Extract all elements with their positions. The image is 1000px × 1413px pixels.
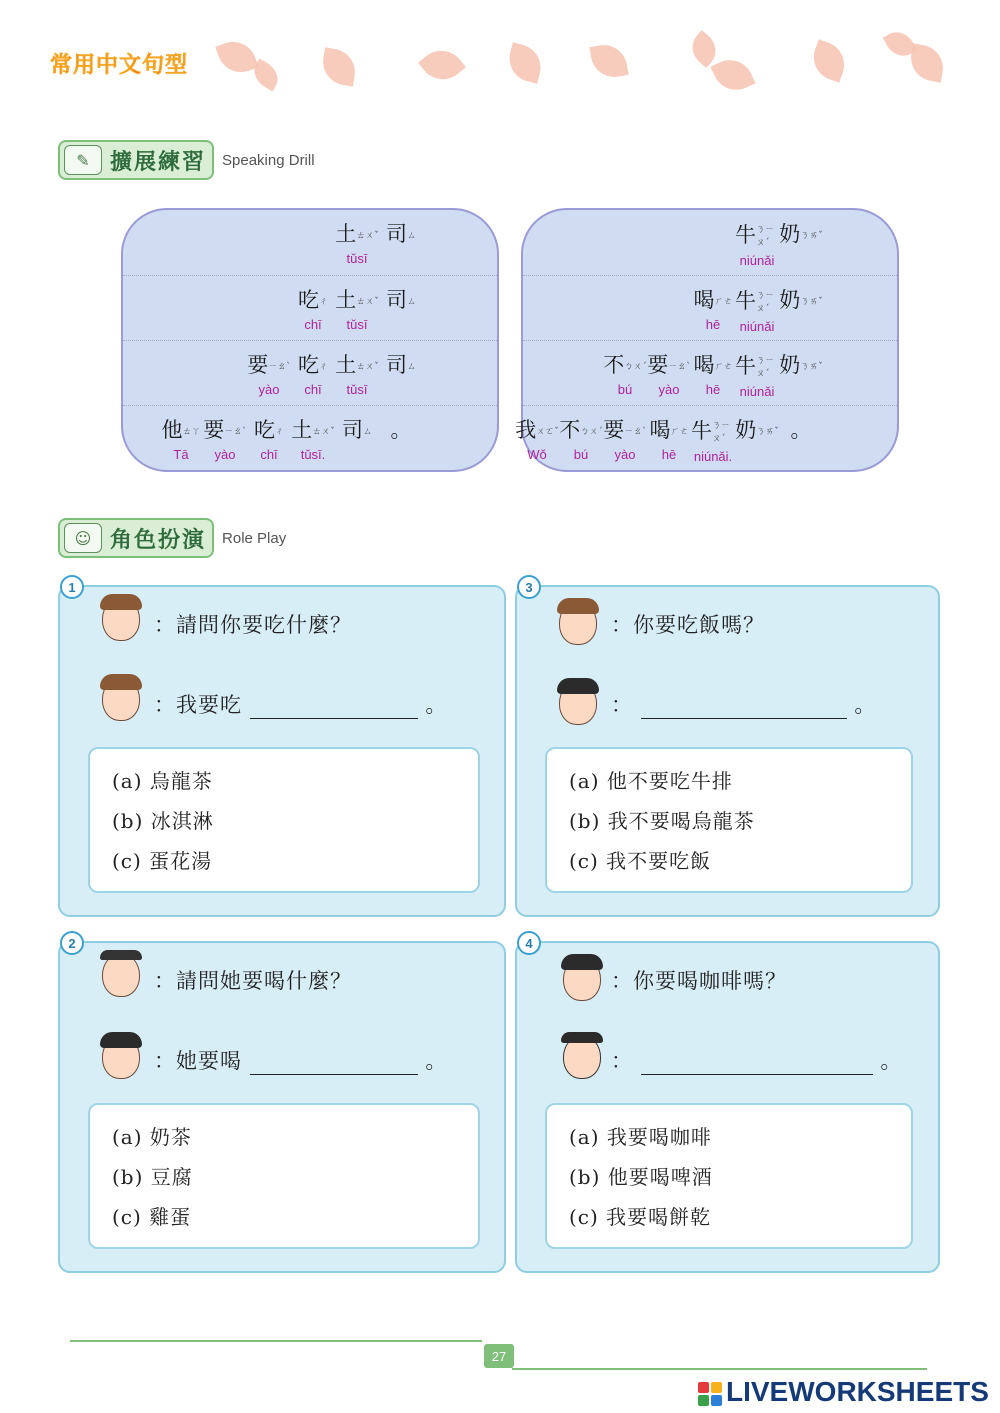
hanzi: 喝 (649, 418, 671, 442)
question-text: ：請問她要喝什麼？ (154, 969, 352, 993)
drill-syllable (603, 353, 647, 399)
hanzi: 土 (291, 418, 313, 442)
hanzi: 司 (341, 418, 363, 442)
zhuyin: ㄋㄧㄡˊ (756, 225, 775, 248)
zhuyin: ㄊㄨˇ (356, 361, 379, 372)
woman-avatar-icon (559, 681, 597, 725)
speaking-drill-badge (58, 140, 214, 180)
drill-row-syllables (735, 222, 823, 268)
drill-syllable (247, 353, 291, 397)
zhuyin: ㄊㄨˇ (356, 230, 379, 241)
options-card (545, 747, 913, 893)
option-c[interactable]: (c) 雞蛋 (112, 1205, 192, 1229)
role-play-box-4 (515, 941, 940, 1273)
drill-row (523, 210, 897, 275)
box-number-badge: 4 (517, 931, 541, 955)
zhuyin: ㄅㄨˊ (580, 426, 603, 437)
question-text: ：請問你要吃什麼？ (154, 613, 352, 637)
answer-suffix: 。 (880, 1049, 903, 1073)
hanzi: 不 (603, 353, 625, 377)
drill-syllable (291, 418, 335, 462)
pinyin: yào (214, 447, 236, 462)
options-card (88, 1103, 480, 1249)
hanzi: 牛 (735, 354, 756, 378)
hanzi: 不 (559, 418, 581, 442)
hanzi: 。 (790, 418, 812, 442)
boy-avatar-icon (559, 601, 597, 645)
drill-syllable (779, 353, 823, 399)
hanzi: 土 (335, 288, 357, 312)
girl-avatar-icon (102, 597, 140, 641)
drill-syllable (247, 418, 291, 462)
option-b[interactable]: (b) 他要喝啤酒 (569, 1165, 713, 1189)
hanzi: 土 (335, 353, 357, 377)
role-play-header (58, 518, 286, 558)
drill-row-syllables (247, 353, 423, 397)
zhuyin: ㄧㄠˋ (668, 361, 691, 372)
option-b[interactable]: (b) 冰淇淋 (112, 809, 214, 833)
hanzi: 要 (203, 418, 225, 442)
boy-avatar-icon (102, 677, 140, 721)
drill-syllable (735, 288, 779, 334)
pinyin: bú (617, 382, 633, 397)
hanzi: 奶 (779, 288, 801, 312)
hanzi: 土 (335, 222, 357, 246)
speaking-drill-subtitle: Speaking Drill (222, 151, 315, 169)
leaf-decoration (215, 35, 259, 79)
leaf-decoration (807, 39, 851, 83)
zhuyin: ㄋㄞˇ (756, 426, 779, 437)
liveworksheets-logo-icon (698, 1382, 722, 1406)
zhuyin: ㄙ (406, 361, 416, 372)
hanzi: 。 (390, 418, 412, 442)
hanzi: 吃 (297, 288, 319, 312)
girl-avatar-icon (563, 957, 601, 1001)
pinyin: tǔsī. (300, 447, 326, 462)
zhuyin: ㄋㄞˇ (800, 296, 823, 307)
pinyin: hē (705, 317, 721, 332)
answer-line (611, 1045, 902, 1075)
option-c[interactable]: (c) 我要喝餅乾 (569, 1205, 712, 1229)
leaf-decoration (319, 47, 358, 86)
drill-syllable (779, 222, 823, 268)
book-title: 常用中文句型 (50, 53, 189, 78)
leaf-decoration (504, 42, 546, 84)
drill-syllable (603, 418, 647, 464)
option-a[interactable]: (a) 他不要吃牛排 (569, 769, 733, 793)
pinyin: niúnǎi (739, 319, 775, 334)
hanzi: 奶 (779, 222, 801, 246)
role-play-subtitle: Role Play (222, 529, 287, 547)
hanzi: 吃 (253, 418, 275, 442)
drill-row-syllables (515, 418, 823, 464)
zhuyin: ㄋㄞˇ (800, 361, 823, 372)
leaf-decoration (907, 43, 946, 82)
zhuyin: ㄅㄨˊ (624, 361, 647, 372)
drill-row-syllables (691, 288, 823, 334)
hanzi: 奶 (735, 418, 757, 442)
answer-prefix: ： (611, 693, 633, 717)
pinyin: hē (661, 447, 677, 462)
hanzi: 喝 (693, 288, 715, 312)
hanzi: 他 (161, 418, 183, 442)
speaking-drill-header (58, 140, 315, 180)
drill-row (523, 340, 897, 406)
drill-syllable (735, 418, 779, 464)
drill-syllable (691, 288, 735, 334)
leaf-decoration (710, 52, 755, 97)
drill-syllable (691, 418, 735, 464)
drill-syllable (735, 353, 779, 399)
answer-prefix: ： (611, 1049, 633, 1073)
hanzi: 要 (247, 353, 269, 377)
hanzi: 司 (385, 353, 407, 377)
options-card (88, 747, 480, 893)
footer-rule-left (70, 1340, 482, 1342)
drill-row (515, 405, 897, 471)
drill-syllable (735, 222, 779, 268)
zhuyin: ㄊㄨˇ (312, 426, 335, 437)
hanzi: 奶 (779, 353, 801, 377)
hanzi: 牛 (691, 419, 712, 443)
speaking-drill-title: 擴展練習 (110, 149, 207, 175)
answer-line (154, 1045, 447, 1075)
hanzi: 我 (515, 418, 537, 442)
drill-syllable (779, 288, 823, 334)
page-number: 27 (484, 1344, 514, 1368)
brand-name[interactable]: LIVEWORKSHEETS (726, 1376, 989, 1407)
hanzi: 要 (647, 353, 669, 377)
option-a[interactable]: (a) 我要喝咖啡 (569, 1125, 712, 1149)
role-play-badge (58, 518, 214, 558)
drill-syllable (379, 353, 423, 397)
zhuyin: ㄧㄠˋ (224, 426, 247, 437)
answer-blank[interactable] (641, 718, 847, 719)
pinyin: bú (573, 447, 589, 462)
leaf-decoration (589, 41, 628, 80)
drill-syllable (379, 288, 423, 332)
pinyin: tǔsī (346, 317, 368, 332)
footer-rule-right (512, 1368, 927, 1370)
zhuyin: ㄋㄞˇ (800, 230, 823, 241)
hanzi: 牛 (735, 223, 756, 247)
pinyin: niúnǎi (739, 253, 775, 268)
zhuyin: ㄏㄜ (714, 361, 733, 372)
drill-row (123, 275, 497, 341)
answer-blank[interactable] (250, 718, 418, 719)
drill-syllable (647, 418, 691, 464)
role-play-title: 角色扮演 (110, 527, 207, 553)
man-avatar-icon (102, 953, 140, 997)
answer-suffix: 。 (425, 693, 448, 717)
drill-syllable (291, 353, 335, 397)
pinyin: chī (260, 447, 278, 462)
pinyin: chī (304, 382, 322, 397)
zhuyin: ㄏㄜ (670, 426, 689, 437)
zhuyin: ㄔ (318, 361, 328, 372)
answer-blank[interactable] (250, 1074, 418, 1075)
pinyin: chī (304, 317, 322, 332)
drill-syllable (335, 353, 379, 397)
zhuyin: ㄧㄠˋ (268, 361, 291, 372)
drill-row (523, 275, 897, 341)
box-number-badge: 1 (60, 575, 84, 599)
zhuyin: ㄔ (274, 426, 284, 437)
drill-row-syllables (603, 353, 823, 399)
option-c[interactable]: (c) 蛋花湯 (112, 849, 213, 873)
zhuyin: ㄋㄧㄡˊ (712, 421, 731, 444)
drill-syllable (335, 418, 379, 462)
option-c[interactable]: (c) 我不要吃飯 (569, 849, 712, 873)
question-text: ：你要喝咖啡嗎？ (611, 969, 787, 993)
hanzi: 司 (385, 222, 407, 246)
pinyin: yào (258, 382, 280, 397)
zhuyin: ㄧㄠˋ (624, 426, 647, 437)
zhuyin: ㄙ (406, 296, 416, 307)
drill-row (123, 210, 497, 275)
hanzi: 要 (603, 418, 625, 442)
answer-suffix: 。 (854, 693, 877, 717)
hanzi: 司 (385, 288, 407, 312)
faces-icon: ☺ (64, 523, 102, 553)
role-play-box-1 (58, 585, 506, 917)
drill-syllable (335, 288, 379, 332)
zhuyin: ㄋㄧㄡˊ (756, 291, 775, 314)
answer-line (611, 689, 876, 719)
zhuyin: ㄊㄨˇ (356, 296, 379, 307)
drill-syllable (203, 418, 247, 462)
drill-row-syllables (291, 288, 423, 332)
answer-line (154, 689, 447, 719)
answer-suffix: 。 (425, 1049, 448, 1073)
role-play-box-3 (515, 585, 940, 917)
drill-cloud-left (121, 208, 499, 472)
option-a[interactable]: (a) 奶茶 (112, 1125, 192, 1149)
zhuyin: ㄋㄧㄡˊ (756, 356, 775, 379)
pinyin: yào (658, 382, 680, 397)
drill-row-syllables (159, 418, 423, 462)
drill-syllable (291, 288, 335, 332)
pinyin: yào (614, 447, 636, 462)
woman-avatar-icon (102, 1035, 140, 1079)
pinyin: niúnǎi (739, 384, 775, 399)
drill-syllable (515, 418, 559, 464)
option-b[interactable]: (b) 豆腐 (112, 1165, 193, 1189)
question-text: ：你要吃飯嗎？ (611, 613, 765, 637)
zhuyin: ㄙ (362, 426, 372, 437)
drill-syllable (159, 418, 203, 462)
drill-row (123, 405, 497, 471)
pinyin: niúnǎi. (693, 449, 733, 464)
drill-syllable (647, 353, 691, 399)
zhuyin: ㄏㄜ (714, 296, 733, 307)
box-number-badge: 3 (517, 575, 541, 599)
drill-syllable (691, 353, 735, 399)
answer-prefix: ：她要喝 (154, 1049, 242, 1073)
zhuyin: ㄔ (318, 296, 328, 307)
option-a[interactable]: (a) 烏龍茶 (112, 769, 213, 793)
man-with-glasses-avatar-icon (563, 1035, 601, 1079)
box-number-badge: 2 (60, 931, 84, 955)
zhuyin: ㄙ (406, 230, 416, 241)
drill-syllable (779, 418, 823, 464)
pinyin: tǔsī (346, 382, 368, 397)
pinyin: Tā (173, 447, 189, 462)
role-play-box-2 (58, 941, 506, 1273)
pencil-paper-icon: ✎ (64, 145, 102, 175)
drill-row-syllables (335, 222, 423, 266)
pinyin: tǔsī (346, 251, 368, 266)
drill-cloud-right (515, 208, 899, 472)
hanzi: 吃 (297, 353, 319, 377)
zhuyin: ㄨㄛˇ (536, 426, 559, 437)
drill-syllable (379, 222, 423, 266)
drill-syllable (335, 222, 379, 266)
hanzi: 喝 (693, 353, 715, 377)
answer-blank[interactable] (641, 1074, 873, 1075)
zhuyin: ㄊㄚ (182, 426, 201, 437)
hanzi: 牛 (735, 289, 756, 313)
answer-prefix: ：我要吃 (154, 693, 242, 717)
drill-row (123, 340, 497, 406)
drill-syllable (379, 418, 423, 462)
drill-syllable (559, 418, 603, 464)
pinyin: Wǒ (527, 447, 547, 462)
pinyin: hē (705, 382, 721, 397)
leaf-decoration (418, 41, 466, 89)
option-b[interactable]: (b) 我不要喝烏龍茶 (569, 809, 755, 833)
options-card (545, 1103, 913, 1249)
